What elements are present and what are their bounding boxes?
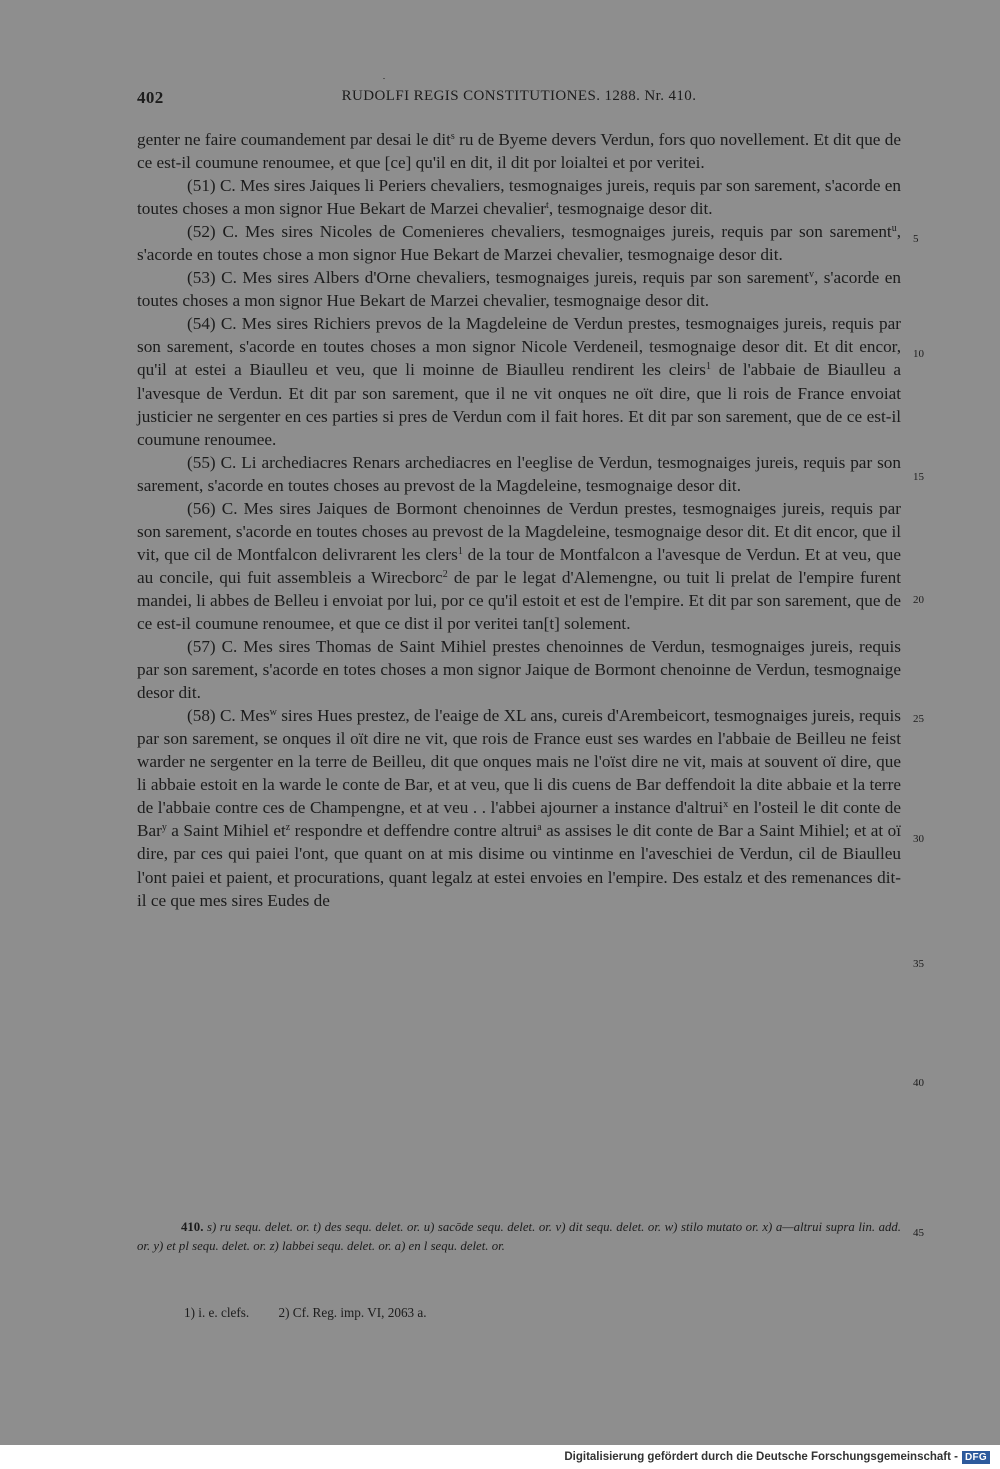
- line-number: 15: [913, 471, 924, 483]
- running-title: RUDOLFI REGIS CONSTITUTIONES. 1288. Nr. 410.: [341, 88, 697, 104]
- line-number: 40: [913, 1077, 924, 1089]
- footnote-2: 2) Cf. Reg. imp. VI, 2063 a.: [278, 1305, 427, 1320]
- body-text: [137, 128, 901, 912]
- notes-number: 410.: [181, 1220, 204, 1234]
- paragraph-55: (55) C. Li archediacres Renars archediacres en l'eeglise de Verdun, tesmognaiges jureis, requis par son sarement, s'acorde en toutes choses au prevost de la Magdeleine, tesmognaige desor dit.: [137, 452, 901, 495]
- page-number: 402: [137, 88, 164, 107]
- footnote-1: 1) i. e. clefs.: [184, 1305, 250, 1320]
- digitization-footer: [564, 1448, 990, 1466]
- notes-text: s) ru sequ. delet. or. t) des sequ. delet. or. u) sacōde sequ. delet. or. v) dit sequ. delet. or. w) stilo mutato or. x) a—altrui supra lin. add. or. y) et pl sequ. delet. or. z) labbei sequ. delet. or. a) en l sequ. delet. or.: [137, 1220, 901, 1253]
- paragraph-52: (52) C. Mes sires Nicoles de Comenieres chevaliers, tesmognaiges jureis, requis par son sarement$^u$, s'acorde en toutes chose a mon signor Hue Bekart de Marzei chevalier, tesmognaige desor dit.: [137, 222, 901, 265]
- line-number: 25: [913, 713, 924, 725]
- critical-apparatus: [137, 1218, 901, 1256]
- paragraph-continuation: genter ne faire coumandement par desai le dit$^s$ ru de Byeme devers Verdun, fors quo novellement. Et dit que de ce est-il coumune renoumee, et que [ce] qu'il en dit, il dit por loialtei et por veritei.: [137, 130, 901, 173]
- line-number: 30: [913, 833, 924, 845]
- footnotes: [184, 1305, 884, 1321]
- paragraph-58: (58) C. Mes$^w$ sires Hues prestez, de l'eaige de XL ans, cureis d'Arembeicort, tesmognaiges jureis, requis par son sarement, se onques il oït dire ne vit, que rois de France eust ses wardes en l'abbaie de Beilleu ne feist warder ne sergenter en la terre de Beilleu, dit que onques mais ne l'oïst dire ne vit, mais at souvent oï dire, que li abbaie estoit en la warde le conte de Bar, et at veu, que li dis cuens de Bar deffendoit la dite abbaie et la terre de l'abbaie contre ces de Champengne, et at veu . . l'abbei ajourner a instance d'altrui$^x$ en l'osteil le dit conte de Bar$^y$ a Saint Mihiel $et^z$ respondre et deffendre contre altrui$^a$ as assises le dit conte de Bar a Saint Mihiel; et at oï dire, par ces qui paiei l'ont, que quant on at mis disime ou vintinme en l'aveschiei de Verdun, cil de Biaulleu l'ont paiei et paient, et procurations, quant legalz at estei envoies en l'empire. Des estalz et des remenances dit-il ce que mes sires Eudes de: [137, 706, 901, 910]
- line-number: 10: [913, 348, 924, 360]
- line-number: 20: [913, 594, 924, 606]
- paragraph-51: (51) C. Mes sires Jaiques li Periers chevaliers, tesmognaiges jureis, requis par son sarement, s'acorde en toutes choses a mon signor Hue Bekart de Marzei chevalier$^t$, tesmognaige desor dit.: [137, 176, 901, 219]
- page-header: [137, 88, 901, 110]
- line-number: 45: [913, 1227, 924, 1239]
- footer-text: Digitalisierung gefördert durch die Deutsche Forschungsgemeinschaft -: [564, 1451, 958, 1463]
- paragraph-53: (53) C. Mes sires Albers d'Orne chevaliers, tesmognaiges jureis, requis par son sarement$^v$, s'acorde en toutes choses a mon signor Hue Bekart de Marzei chevalier, tesmognaige desor dit.: [137, 268, 901, 311]
- line-number: 5: [913, 233, 919, 245]
- scan-mark: [383, 78, 385, 79]
- paragraph-54: (54) C. Mes sires Richiers prevos de la Magdeleine de Verdun prestes, tesmognaiges jureis, requis par son sarement, s'acorde en toutes choses a mon signor Nicole Verdeneil, tesmognaige desor dit. Et dit encor, qu'il at estei a Biaulleu et veu, que li moinne de Biaulleu rendirent les cleirs$^1$ de l'abbaie de Biaulleu a l'avesque de Verdun. Et dit par son sarement, que il ne vit onques ne oït dire, que li rois de France envoiat justicier ne sergenter en ces parties si pres de Verdun com il fait hores. Et dit par son sarement, que de ce est-il coumune renoumee.: [137, 314, 902, 449]
- paragraph-56: (56) C. Mes sires Jaiques de Bormont chenoinnes de Verdun prestes, tesmognaiges jureis, requis par son sarement, s'acorde en toutes choses au prevost de la Magdeleine, tesmognaige desor dit. Et dit encor, que il vit, que cil de Montfalcon delivrarent les clers$^1$ de la tour de Montfalcon a l'avesque de Verdun. Et at veu, que au concile, qui fuit assembleis a Wirecborc$^2$ de par le legat d'Alemengne, ou tuit li prelat de l'empire furent mandei, li abbes de Belleu i envoiat por lui, por ce qu'il estoit et est de l'empire. Et dit par son sarement, que de ce est-il coumune renoumee, et que ce dist il por veritei tan[t] solement.: [137, 498, 901, 633]
- paragraph-57: (57) C. Mes sires Thomas de Saint Mihiel prestes chenoinnes de Verdun, tesmognaiges jureis, requis par son sarement, s'acorde en totes choses a mon signor Jaique de Bormont chenoinne de Verdun, tesmognaige desor dit.: [137, 637, 901, 703]
- dfg-logo-icon[interactable]: DFG: [962, 1451, 990, 1464]
- line-number: 35: [913, 958, 924, 970]
